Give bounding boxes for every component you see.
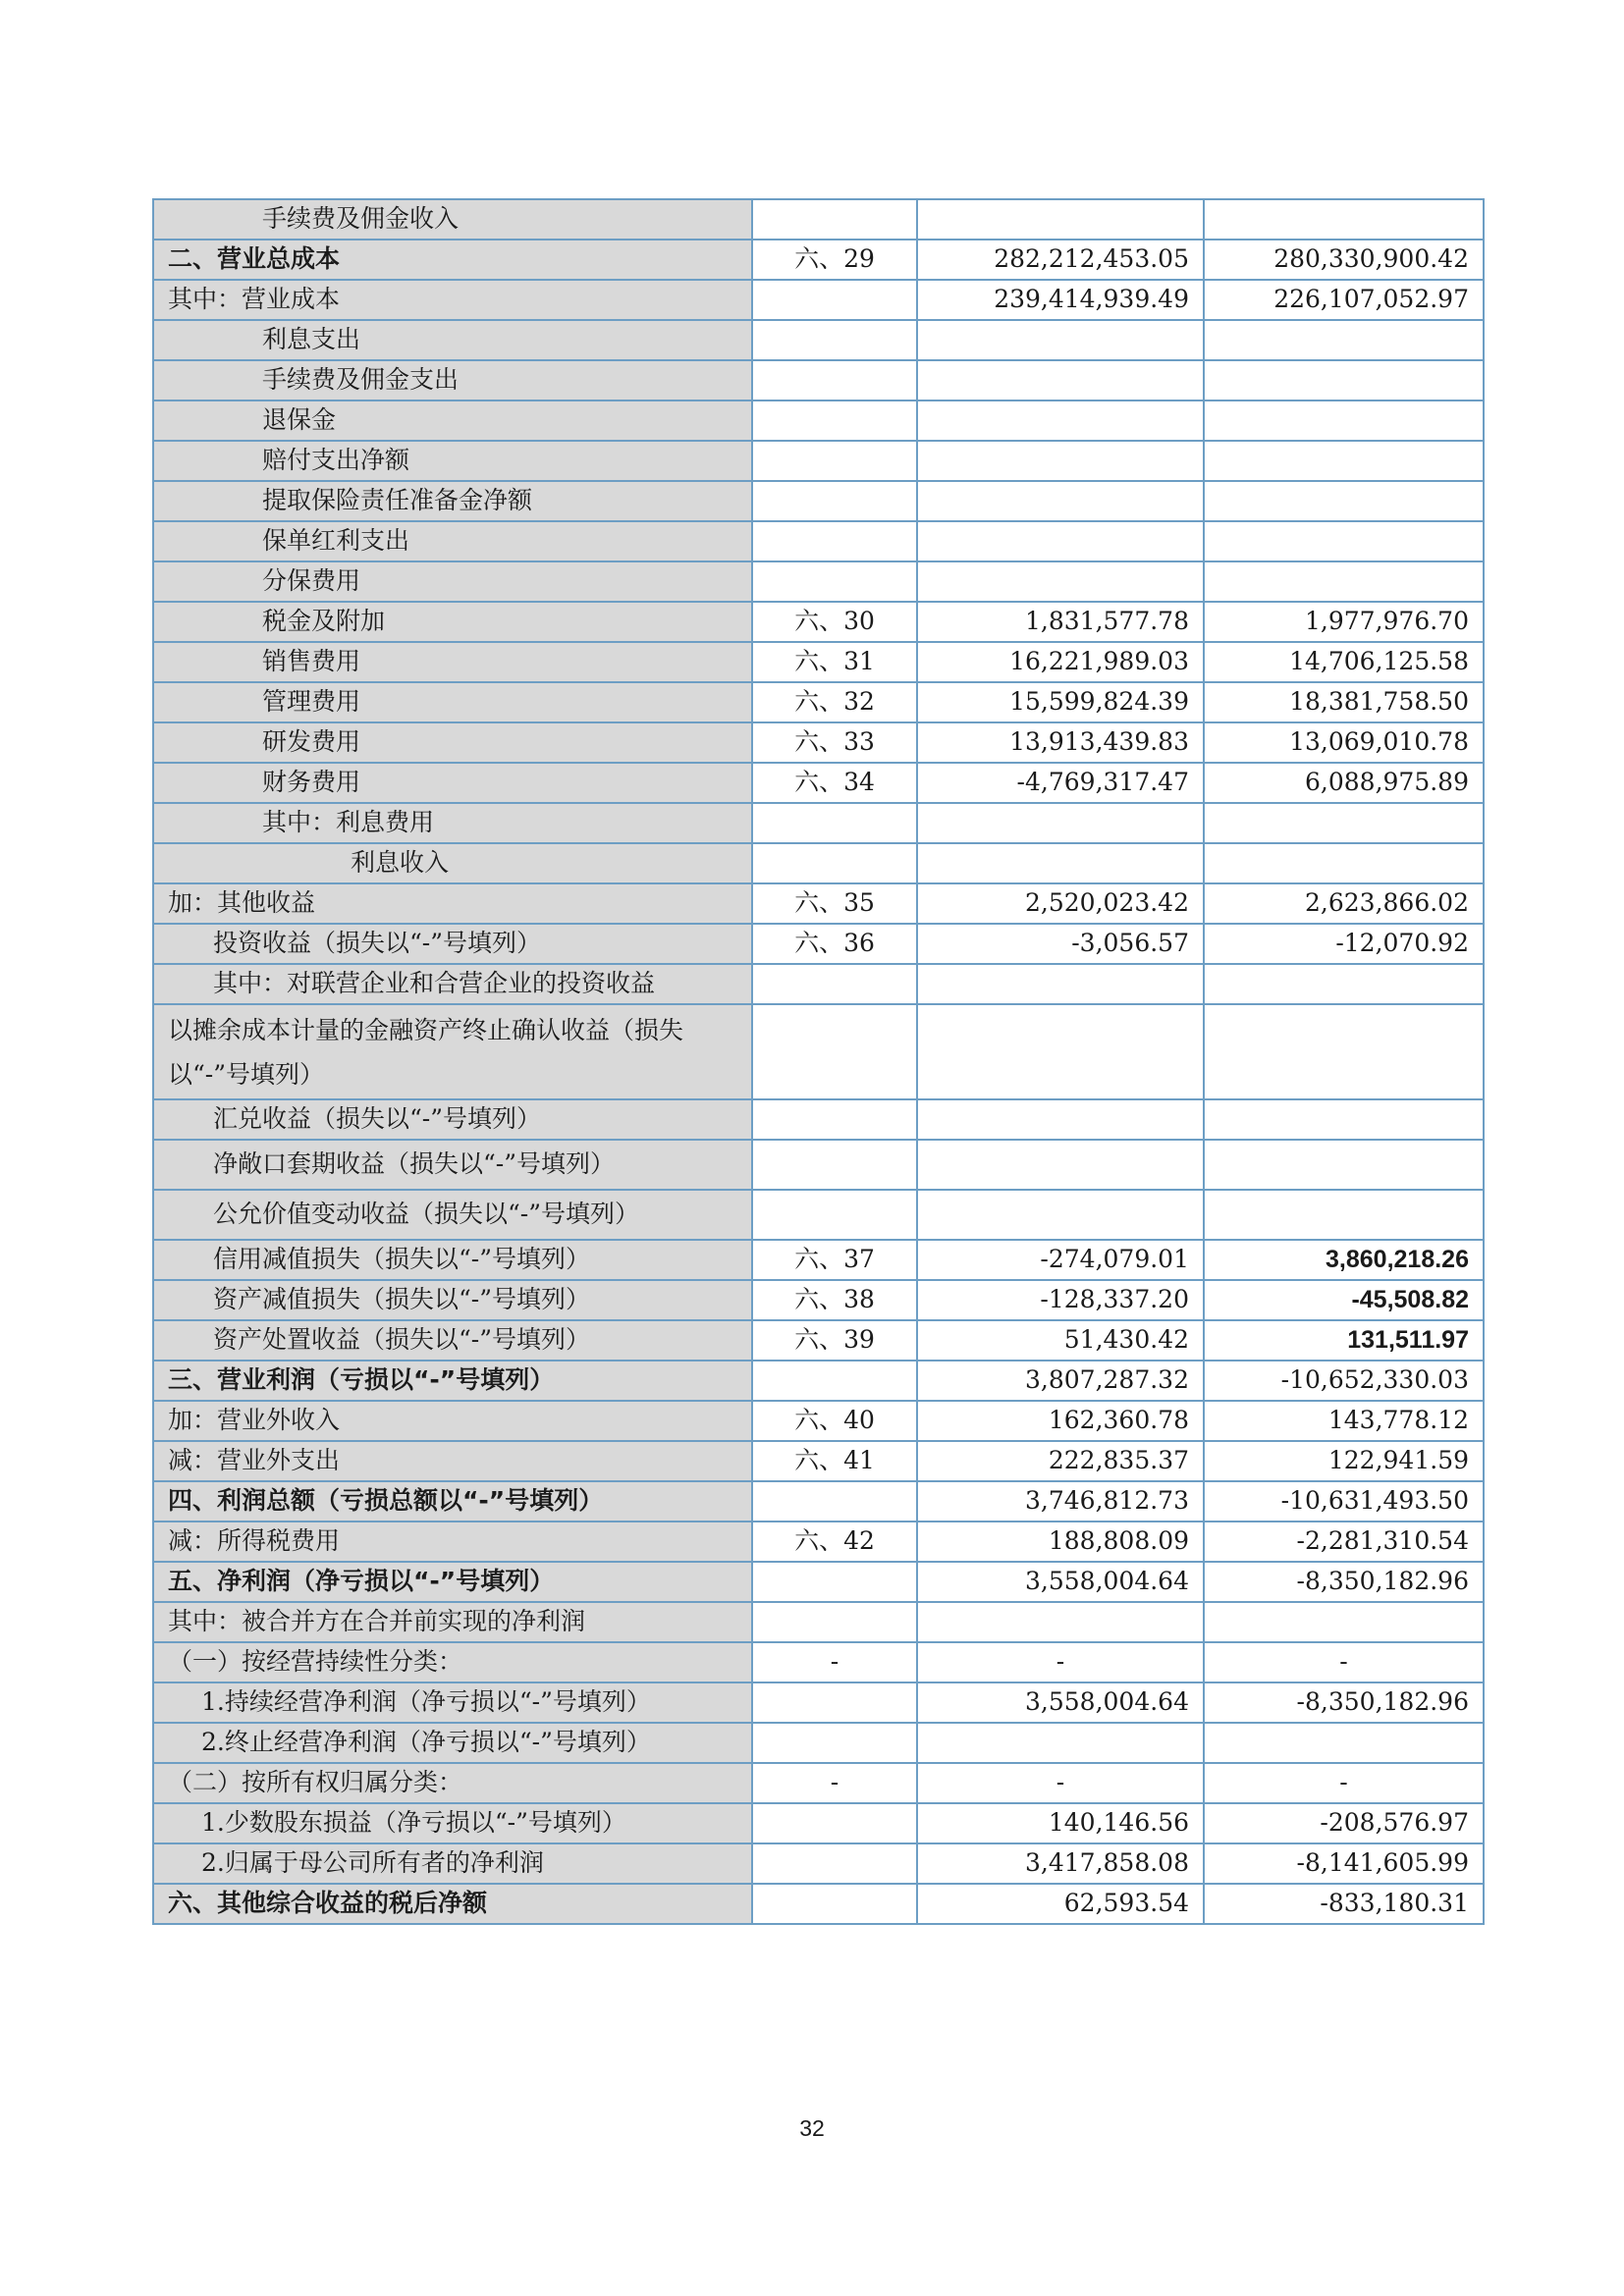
prior-period-amount: -8,141,605.99 [1204, 1843, 1484, 1884]
current-period-amount [917, 1723, 1204, 1763]
current-period-amount: 51,430.42 [917, 1320, 1204, 1361]
line-item-label: （一）按经营持续性分类： [153, 1642, 752, 1682]
prior-period-amount: -833,180.31 [1204, 1884, 1484, 1924]
current-period-amount: 16,221,989.03 [917, 642, 1204, 682]
prior-period-amount [1204, 1190, 1484, 1240]
line-item-label: 财务费用 [153, 763, 752, 803]
current-period-amount [917, 1099, 1204, 1140]
current-period-amount [917, 1602, 1204, 1642]
table-row [153, 1602, 1484, 1642]
prior-period-amount: -10,652,330.03 [1204, 1361, 1484, 1401]
line-item-label: 六、其他综合收益的税后净额 [153, 1884, 752, 1924]
line-item-label: 加：营业外收入 [153, 1401, 752, 1441]
table-row [153, 642, 1484, 682]
prior-period-amount [1204, 843, 1484, 883]
prior-period-amount [1204, 320, 1484, 360]
prior-period-amount [1204, 400, 1484, 441]
table-row [153, 1682, 1484, 1723]
current-period-amount [917, 360, 1204, 400]
note-reference: 六、40 [752, 1401, 917, 1441]
note-reference [752, 481, 917, 521]
table-row [153, 1884, 1484, 1924]
prior-period-amount [1204, 1602, 1484, 1642]
line-item-label: 管理费用 [153, 682, 752, 722]
current-period-amount: 162,360.78 [917, 1401, 1204, 1441]
note-reference: 六、30 [752, 602, 917, 642]
current-period-amount: 3,807,287.32 [917, 1361, 1204, 1401]
prior-period-amount: 13,069,010.78 [1204, 722, 1484, 763]
line-item-label: 以摊余成本计量的金融资产终止确认收益（损失以“-”号填列） [153, 1004, 752, 1099]
table-row [153, 1562, 1484, 1602]
table-row [153, 400, 1484, 441]
current-period-amount: -274,079.01 [917, 1240, 1204, 1280]
table-row [153, 1843, 1484, 1884]
prior-period-amount [1204, 1723, 1484, 1763]
note-reference [752, 964, 917, 1004]
note-reference: - [752, 1763, 917, 1803]
note-reference [752, 1140, 917, 1190]
table-row [153, 1401, 1484, 1441]
current-period-amount [917, 400, 1204, 441]
prior-period-amount: -8,350,182.96 [1204, 1682, 1484, 1723]
current-period-amount [917, 320, 1204, 360]
line-item-label: 减：所得税费用 [153, 1522, 752, 1562]
line-item-label: 信用减值损失（损失以“-”号填列） [153, 1240, 752, 1280]
prior-period-amount: 226,107,052.97 [1204, 280, 1484, 320]
table-row [153, 1481, 1484, 1522]
note-reference [752, 1004, 917, 1099]
table-row [153, 1723, 1484, 1763]
line-item-label: 销售费用 [153, 642, 752, 682]
prior-period-amount [1204, 481, 1484, 521]
current-period-amount: 3,417,858.08 [917, 1843, 1204, 1884]
line-item-label: 保单红利支出 [153, 521, 752, 561]
table-row [153, 240, 1484, 280]
table-row [153, 722, 1484, 763]
note-reference: 六、36 [752, 924, 917, 964]
table-row [153, 1522, 1484, 1562]
current-period-amount: - [917, 1642, 1204, 1682]
current-period-amount: -128,337.20 [917, 1280, 1204, 1320]
line-item-label: 退保金 [153, 400, 752, 441]
page-number: 32 [799, 2115, 825, 2141]
note-reference: 六、41 [752, 1441, 917, 1481]
prior-period-amount: 1,977,976.70 [1204, 602, 1484, 642]
current-period-amount: 3,558,004.64 [917, 1562, 1204, 1602]
prior-period-amount [1204, 521, 1484, 561]
line-item-label: 利息收入 [153, 843, 752, 883]
table-row [153, 521, 1484, 561]
table-row [153, 199, 1484, 240]
current-period-amount [917, 1190, 1204, 1240]
current-period-amount: - [917, 1763, 1204, 1803]
current-period-amount: -3,056.57 [917, 924, 1204, 964]
current-period-amount: 3,746,812.73 [917, 1481, 1204, 1522]
line-item-label: 三、营业利润（亏损以“-”号填列） [153, 1361, 752, 1401]
line-item-label: 二、营业总成本 [153, 240, 752, 280]
line-item-label: 投资收益（损失以“-”号填列） [153, 924, 752, 964]
note-reference: 六、35 [752, 883, 917, 924]
note-reference [752, 1803, 917, 1843]
note-reference: 六、38 [752, 1280, 917, 1320]
table-row [153, 441, 1484, 481]
note-reference [752, 1190, 917, 1240]
prior-period-amount [1204, 441, 1484, 481]
current-period-amount [917, 199, 1204, 240]
note-reference [752, 1361, 917, 1401]
prior-period-amount: 143,778.12 [1204, 1401, 1484, 1441]
line-item-label: 加：其他收益 [153, 883, 752, 924]
current-period-amount: 239,414,939.49 [917, 280, 1204, 320]
note-reference: 六、29 [752, 240, 917, 280]
table-row [153, 481, 1484, 521]
prior-period-amount: 131,511.97 [1204, 1320, 1484, 1361]
prior-period-amount [1204, 561, 1484, 602]
table-row [153, 561, 1484, 602]
table-row [153, 360, 1484, 400]
income-statement-body [153, 199, 1484, 1924]
line-item-label: （二）按所有权归属分类： [153, 1763, 752, 1803]
note-reference [752, 1481, 917, 1522]
current-period-amount: 1,831,577.78 [917, 602, 1204, 642]
table-row [153, 1190, 1484, 1240]
prior-period-amount [1204, 1099, 1484, 1140]
note-reference: 六、39 [752, 1320, 917, 1361]
current-period-amount [917, 481, 1204, 521]
table-row [153, 964, 1484, 1004]
prior-period-amount: 280,330,900.42 [1204, 240, 1484, 280]
note-reference [752, 1723, 917, 1763]
line-item-label: 手续费及佣金收入 [153, 199, 752, 240]
note-reference [752, 843, 917, 883]
current-period-amount [917, 521, 1204, 561]
prior-period-amount [1204, 1140, 1484, 1190]
table-row [153, 803, 1484, 843]
current-period-amount: 282,212,453.05 [917, 240, 1204, 280]
note-reference: 六、42 [752, 1522, 917, 1562]
note-reference [752, 320, 917, 360]
note-reference: 六、37 [752, 1240, 917, 1280]
prior-period-amount: 3,860,218.26 [1204, 1240, 1484, 1280]
line-item-label: 1.少数股东损益（净亏损以“-”号填列） [153, 1803, 752, 1843]
table-row [153, 1240, 1484, 1280]
line-item-label: 其中：对联营企业和合营企业的投资收益 [153, 964, 752, 1004]
prior-period-amount: - [1204, 1763, 1484, 1803]
table-row [153, 1099, 1484, 1140]
line-item-label: 资产减值损失（损失以“-”号填列） [153, 1280, 752, 1320]
line-item-label: 2.终止经营净利润（净亏损以“-”号填列） [153, 1723, 752, 1763]
current-period-amount [917, 561, 1204, 602]
table-row [153, 924, 1484, 964]
prior-period-amount [1204, 803, 1484, 843]
line-item-label: 四、利润总额（亏损总额以“-”号填列） [153, 1481, 752, 1522]
note-reference [752, 199, 917, 240]
current-period-amount: 188,808.09 [917, 1522, 1204, 1562]
note-reference: 六、34 [752, 763, 917, 803]
table-row [153, 1361, 1484, 1401]
line-item-label: 提取保险责任准备金净额 [153, 481, 752, 521]
line-item-label: 其中：利息费用 [153, 803, 752, 843]
prior-period-amount [1204, 199, 1484, 240]
table-row [153, 1763, 1484, 1803]
line-item-label: 税金及附加 [153, 602, 752, 642]
table-row [153, 602, 1484, 642]
line-item-label: 手续费及佣金支出 [153, 360, 752, 400]
current-period-amount: 13,913,439.83 [917, 722, 1204, 763]
note-reference [752, 561, 917, 602]
line-item-label: 分保费用 [153, 561, 752, 602]
current-period-amount [917, 803, 1204, 843]
line-item-label: 五、净利润（净亏损以“-”号填列） [153, 1562, 752, 1602]
line-item-label: 1.持续经营净利润（净亏损以“-”号填列） [153, 1682, 752, 1723]
current-period-amount [917, 1140, 1204, 1190]
current-period-amount: 140,146.56 [917, 1803, 1204, 1843]
note-reference [752, 1682, 917, 1723]
table-row [153, 763, 1484, 803]
prior-period-amount [1204, 1004, 1484, 1099]
prior-period-amount: 122,941.59 [1204, 1441, 1484, 1481]
line-item-label: 其中：被合并方在合并前实现的净利润 [153, 1602, 752, 1642]
prior-period-amount: -10,631,493.50 [1204, 1481, 1484, 1522]
line-item-label: 净敞口套期收益（损失以“-”号填列） [153, 1140, 752, 1190]
line-item-label: 减：营业外支出 [153, 1441, 752, 1481]
line-item-label: 2.归属于母公司所有者的净利润 [153, 1843, 752, 1884]
table-row [153, 280, 1484, 320]
table-row [153, 1320, 1484, 1361]
line-item-label: 赔付支出净额 [153, 441, 752, 481]
note-reference [752, 280, 917, 320]
income-statement-table [152, 198, 1485, 1925]
prior-period-amount: 14,706,125.58 [1204, 642, 1484, 682]
table-row [153, 1642, 1484, 1682]
line-item-label: 汇兑收益（损失以“-”号填列） [153, 1099, 752, 1140]
prior-period-amount: -8,350,182.96 [1204, 1562, 1484, 1602]
current-period-amount [917, 441, 1204, 481]
current-period-amount: -4,769,317.47 [917, 763, 1204, 803]
note-reference [752, 803, 917, 843]
table-row [153, 883, 1484, 924]
note-reference: 六、32 [752, 682, 917, 722]
prior-period-amount: -2,281,310.54 [1204, 1522, 1484, 1562]
line-item-label: 利息支出 [153, 320, 752, 360]
table-row [153, 320, 1484, 360]
table-row [153, 682, 1484, 722]
line-item-label: 其中：营业成本 [153, 280, 752, 320]
note-reference [752, 1099, 917, 1140]
current-period-amount: 15,599,824.39 [917, 682, 1204, 722]
note-reference [752, 400, 917, 441]
table-row [153, 1004, 1484, 1099]
note-reference [752, 1843, 917, 1884]
line-item-label: 资产处置收益（损失以“-”号填列） [153, 1320, 752, 1361]
note-reference [752, 1602, 917, 1642]
prior-period-amount: 6,088,975.89 [1204, 763, 1484, 803]
prior-period-amount: - [1204, 1642, 1484, 1682]
line-item-label: 研发费用 [153, 722, 752, 763]
note-reference: - [752, 1642, 917, 1682]
note-reference: 六、33 [752, 722, 917, 763]
prior-period-amount: -12,070.92 [1204, 924, 1484, 964]
prior-period-amount: 18,381,758.50 [1204, 682, 1484, 722]
table-row [153, 1441, 1484, 1481]
note-reference: 六、31 [752, 642, 917, 682]
note-reference [752, 1562, 917, 1602]
current-period-amount: 3,558,004.64 [917, 1682, 1204, 1723]
current-period-amount [917, 843, 1204, 883]
note-reference [752, 1884, 917, 1924]
current-period-amount [917, 964, 1204, 1004]
table-row [153, 843, 1484, 883]
note-reference [752, 360, 917, 400]
current-period-amount [917, 1004, 1204, 1099]
table-row [153, 1280, 1484, 1320]
table-row [153, 1803, 1484, 1843]
line-item-label: 公允价值变动收益（损失以“-”号填列） [153, 1190, 752, 1240]
prior-period-amount [1204, 964, 1484, 1004]
current-period-amount: 2,520,023.42 [917, 883, 1204, 924]
prior-period-amount [1204, 360, 1484, 400]
note-reference [752, 521, 917, 561]
current-period-amount: 222,835.37 [917, 1441, 1204, 1481]
table-row [153, 1140, 1484, 1190]
prior-period-amount: 2,623,866.02 [1204, 883, 1484, 924]
note-reference [752, 441, 917, 481]
prior-period-amount: -45,508.82 [1204, 1280, 1484, 1320]
prior-period-amount: -208,576.97 [1204, 1803, 1484, 1843]
current-period-amount: 62,593.54 [917, 1884, 1204, 1924]
